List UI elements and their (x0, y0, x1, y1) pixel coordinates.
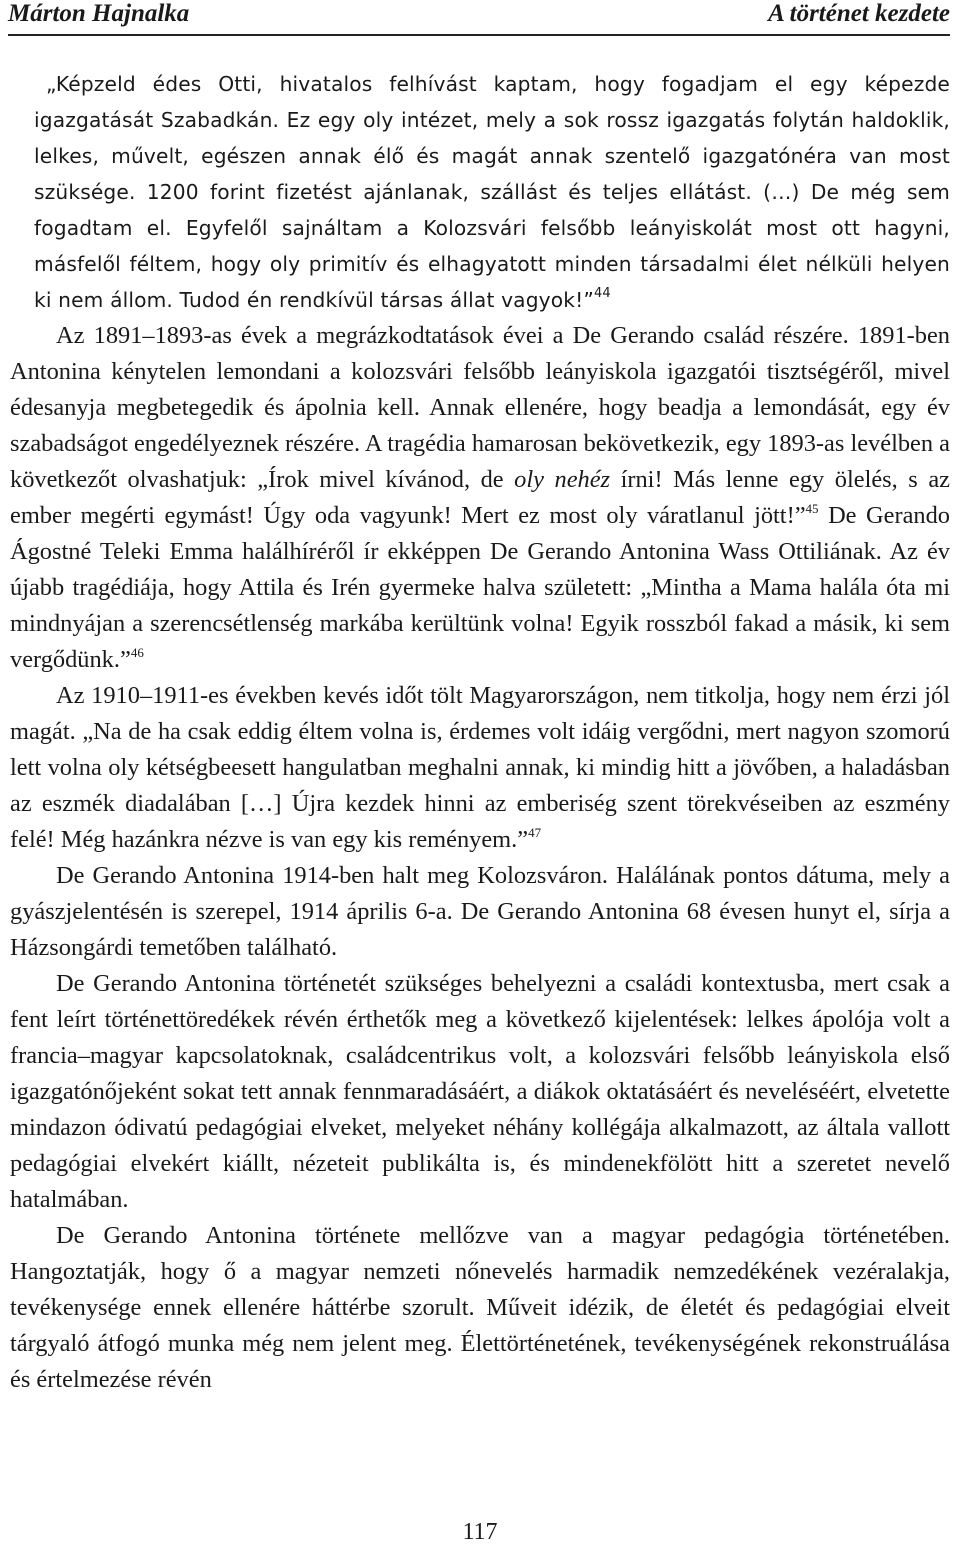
paragraph-text: De Gerando Ágostné Teleki Emma halálhíréről ír ekképpen De Gerando Antonina Wass Ottiliának. Az év újabb tragédiája, hogy Attila és Irén gyermeke halva született: „Mintha a Mama halála óta mi mindnyájan a szerencsétlenség markába kerültünk volna! Egyik rosszból fakad a másik, ki sem vergődünk.” (10, 502, 950, 673)
paragraph: De Gerando Antonina történetét szükséges behelyezni a családi kontextusba, mert csak a fent leírt történettöredékek révén érthetők meg a következő kijelentések: lelkes ápolója volt a francia–magyar kapcsolatoknak, családcentrikus volt, a kolozsvári felsőbb leányiskola első igazgatónőjeként sokat tett annak fennmaradásáért, a diákok oktatásáért és neveléséért, elvetette mindazon ódivatú pedagógiai elveket, melyeket néhány kollégája alkalmazott, az általa vallott pedagógiai elvekért kiállt, nézeteit publikálta is, és mindenekfölött hitt a szeretet nevelő hatalmában. (10, 970, 950, 1213)
paragraph-text: Az 1891–1893-as évek a megrázkodtatások évei a De Gerando család részére. 1891-ben Antonina kénytelen lemondani a kolozsvári felsőbb leányiskola igazgatói tisztségéről, mivel édesanyja megbetegedik és ápolnia kell. Annak ellenére, hogy beadja a lemondását, egy év szabadságot engedélyeznek részére. A tragédia hamarosan bekövetkezik, egy 1893-as levélben a következőt olvashatjuk: „Írok mivel kívánod, de (10, 322, 950, 493)
paragraph (10, 318, 950, 678)
page-body (10, 66, 950, 1398)
footnote-ref-45: 45 (805, 501, 819, 516)
quote-text: „Képzeld édes Otti, hivatalos felhívást kaptam, hogy fogadjam el egy képezde igazgatását Szabadkán. Ez egy oly intézet, mely a sok rossz igazgatás folytán haldoklik, lelkes, művelt, egészen annak élő és magát annak szentelő igazgatónéra van most szüksége. 1200 forint fizetést ajánlanak, szállást és teljes ellátást. (…) De még sem fogadtam el. Egyfelől sajnáltam a Kolozsvári felsőbb leányiskolát most ott hagyni, másfelől féltem, hogy oly primitív és elhagyatott minden társadalmi élet nélküli helyen ki nem állom. Tudod én rendkívül társas állat vagyok!” (34, 72, 950, 312)
header-author: Márton Hajnalka (8, 0, 190, 27)
running-header (8, 0, 950, 36)
footnote-ref-46: 46 (130, 645, 144, 660)
paragraph-text: írni! Más lenne egy ölelés, s az ember megérti egymást! Úgy oda vagyunk! Mert ez most oly váratlanul jött!” (10, 466, 950, 529)
page-number: 117 (462, 1519, 498, 1545)
emphasis-text: oly nehéz (514, 466, 611, 493)
footnote-ref-44: 44 (593, 286, 611, 301)
footnote-ref-47: 47 (528, 825, 542, 840)
paragraph (10, 678, 950, 858)
paragraph-text: Az 1910–1911-es években kevés időt tölt Magyarországon, nem titkolja, hogy nem érzi jól magát. „Na de ha csak eddig éltem volna is, érdemes volt idáig vergődni, mert nagyon szomorú lett volna oly kétségbeesett hangulatban meghalni annak, ki mindig hitt a jövőben, a haladásban az eszmék diadalában […] Újra kezdek hinni az emberiség szent törekvéseiben az eszmény felé! Még hazánkra nézve is van egy kis reményem.” (10, 682, 950, 853)
header-title: A történet kezdete (768, 0, 950, 27)
paragraph: De Gerando Antonina 1914-ben halt meg Kolozsváron. Halálának pontos dátuma, mely a gyászjelentésén is szerepel, 1914 április 6-a. De Gerando Antonina 68 évesen hunyt el, sírja a Házsongárdi temetőben található. (10, 862, 950, 961)
block-quote (10, 66, 950, 318)
paragraph: De Gerando Antonina története mellőzve van a magyar pedagógia történetében. Hangoztatják, hogy ő a magyar nemzeti nőnevelés harmadik nemzedékének vezéralakja, tevékenysége ennek ellenére háttérbe szorult. Műveit idézik, de életét és pedagógiai elveit tárgyaló átfogó munka még nem jelent meg. Élettörténetének, tevékenységének rekonstruálása és értelmezése révén (10, 1222, 950, 1393)
